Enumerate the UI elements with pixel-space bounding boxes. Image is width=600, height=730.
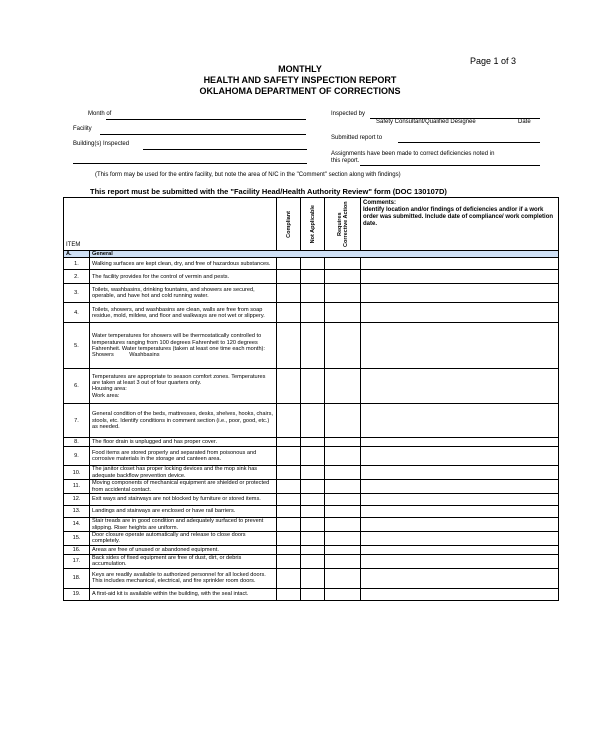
table-row bbox=[64, 258, 559, 270]
compliant-cell[interactable] bbox=[277, 303, 301, 323]
comments-cell[interactable] bbox=[361, 518, 559, 532]
row-item-text bbox=[90, 466, 277, 480]
comments-cell[interactable] bbox=[361, 480, 559, 494]
comments-cell[interactable] bbox=[361, 323, 559, 369]
table-row bbox=[64, 518, 559, 532]
na-header-text: Not Applicable bbox=[309, 204, 316, 244]
row-number: 3. bbox=[64, 284, 90, 303]
compliant-cell[interactable] bbox=[277, 532, 301, 546]
row-number: 12. bbox=[64, 494, 90, 506]
comments-cell[interactable] bbox=[361, 258, 559, 270]
title-line-2: HEALTH AND SAFETY INSPECTION REPORT bbox=[203, 75, 397, 85]
submission-notice: This report must be submitted with the "Facility Head/Health Authority Review" form (DOC 130107D) bbox=[90, 187, 447, 196]
compliant-cell[interactable] bbox=[277, 480, 301, 494]
comments-cell[interactable] bbox=[361, 532, 559, 546]
row-number: 6. bbox=[64, 369, 90, 404]
row-number: 16. bbox=[64, 545, 90, 554]
page-number: Page 1 of 3 bbox=[470, 56, 517, 66]
submitted-line[interactable] bbox=[398, 142, 540, 143]
table-row bbox=[64, 494, 559, 506]
requires-action-cell[interactable] bbox=[325, 588, 361, 600]
na-cell[interactable] bbox=[301, 404, 325, 438]
row-item-description: The facility provides for the control of vermin and pests. bbox=[92, 273, 230, 280]
requires-action-cell[interactable] bbox=[325, 323, 361, 369]
row-item-description: General condition of the beds, mattresses, desks, shelves, hooks, chairs, stools, etc. Identify conditions in comment section (i.e., poor, good, etc.) as needed. bbox=[92, 411, 273, 431]
requires-header-text: Requires Corrective Action bbox=[336, 201, 349, 247]
row-item-description: The janitor closet has proper locking devices and the mop sink has adequate backflow prevention device. bbox=[92, 466, 258, 479]
row-number: 13. bbox=[64, 506, 90, 518]
row-item-text bbox=[90, 518, 277, 532]
row-item-description: Water temperatures for showers will be thermostatically controlled to temperatures ranging from 100 degrees Fahrenheit to 120 degrees Fahrenheit. Water temperatures (taken at least one time each month): bbox=[92, 333, 265, 352]
facility-line[interactable] bbox=[100, 134, 306, 135]
table-row bbox=[64, 438, 559, 447]
row-item-text bbox=[90, 554, 277, 568]
requires-action-cell[interactable] bbox=[325, 545, 361, 554]
buildings-line-2[interactable] bbox=[73, 163, 307, 164]
inspection-table bbox=[63, 197, 559, 601]
row-number: 17. bbox=[64, 554, 90, 568]
na-cell[interactable] bbox=[301, 506, 325, 518]
title-line-1: MONTHLY bbox=[278, 64, 322, 74]
requires-action-cell[interactable] bbox=[325, 369, 361, 404]
row-item-text bbox=[90, 404, 277, 438]
na-header bbox=[301, 198, 325, 251]
requires-action-cell[interactable] bbox=[325, 438, 361, 447]
requires-action-cell[interactable] bbox=[325, 284, 361, 303]
row-item-text bbox=[90, 270, 277, 284]
comments-cell[interactable] bbox=[361, 506, 559, 518]
na-cell[interactable] bbox=[301, 369, 325, 404]
table-row bbox=[64, 588, 559, 600]
row-item-extra-2: Work area: bbox=[92, 392, 120, 399]
table-row bbox=[64, 506, 559, 518]
comments-cell[interactable] bbox=[361, 438, 559, 447]
compliant-cell[interactable] bbox=[277, 323, 301, 369]
row-item-text bbox=[90, 284, 277, 303]
table-row bbox=[64, 369, 559, 404]
compliant-cell[interactable] bbox=[277, 466, 301, 480]
row-number: 15. bbox=[64, 532, 90, 546]
na-cell[interactable] bbox=[301, 270, 325, 284]
row-item-description: Toilets, showers, and washbasins are clean, walls are free from soap residue, mold, mildew, and floor and walkways are not wet or slippery. bbox=[92, 306, 265, 319]
table-row bbox=[64, 532, 559, 546]
table-row bbox=[64, 447, 559, 466]
comments-cell[interactable] bbox=[361, 568, 559, 588]
comments-title: Comments: bbox=[363, 200, 397, 206]
compliant-header-text: Compliant bbox=[285, 210, 292, 238]
row-item-description: Areas are free of unused or abandoned equipment. bbox=[92, 546, 219, 553]
date-label: Date bbox=[518, 119, 531, 125]
facility-label: Facility bbox=[73, 126, 92, 132]
row-item-description: A first-aid kit is available within the building, with the seal intact. bbox=[92, 590, 249, 597]
compliant-cell[interactable] bbox=[277, 568, 301, 588]
comments-cell[interactable] bbox=[361, 545, 559, 554]
item-header: ITEM bbox=[64, 198, 277, 251]
row-item-description: Exit ways and stairways are not blocked by furniture or stored items. bbox=[92, 496, 261, 503]
compliant-cell[interactable] bbox=[277, 438, 301, 447]
na-cell[interactable] bbox=[301, 554, 325, 568]
requires-action-cell[interactable] bbox=[325, 494, 361, 506]
comments-cell[interactable] bbox=[361, 303, 559, 323]
row-item-text bbox=[90, 438, 277, 447]
compliant-cell[interactable] bbox=[277, 270, 301, 284]
section-name: General bbox=[90, 251, 559, 258]
na-cell[interactable] bbox=[301, 588, 325, 600]
row-item-extra: Housing area: bbox=[92, 386, 127, 393]
usage-note: (This form may be used for the entire facility, but note the area of N/C in the "Comment" section along with findings) bbox=[95, 172, 401, 178]
comments-cell[interactable] bbox=[361, 588, 559, 600]
requires-action-cell[interactable] bbox=[325, 258, 361, 270]
row-number: 1. bbox=[64, 258, 90, 270]
table-row bbox=[64, 284, 559, 303]
requires-action-cell[interactable] bbox=[325, 447, 361, 466]
na-cell[interactable] bbox=[301, 303, 325, 323]
na-cell[interactable] bbox=[301, 568, 325, 588]
table-row bbox=[64, 323, 559, 369]
row-item-text bbox=[90, 369, 277, 404]
compliant-cell[interactable] bbox=[277, 494, 301, 506]
row-number: 11. bbox=[64, 480, 90, 494]
row-number: 14. bbox=[64, 518, 90, 532]
row-item-text bbox=[90, 506, 277, 518]
comments-cell[interactable] bbox=[361, 494, 559, 506]
row-item-description: Moving components of mechanical equipment are shielded or protected from accidental contact. bbox=[92, 480, 270, 493]
requires-header bbox=[325, 198, 361, 251]
row-number: 5. bbox=[64, 323, 90, 369]
buildings-label: Building(s) Inspected bbox=[73, 141, 130, 147]
row-item-description: Back sides of fixed equipment are free of dust, dirt, or debris accumulation. bbox=[92, 554, 242, 568]
table-row bbox=[64, 466, 559, 480]
row-item-text bbox=[90, 258, 277, 270]
na-cell[interactable] bbox=[301, 284, 325, 303]
requires-action-cell[interactable] bbox=[325, 404, 361, 438]
compliant-cell[interactable] bbox=[277, 588, 301, 600]
section-letter: A. bbox=[64, 251, 90, 258]
requires-action-cell[interactable] bbox=[325, 532, 361, 546]
requires-action-cell[interactable] bbox=[325, 506, 361, 518]
row-number: 10. bbox=[64, 466, 90, 480]
row-item-text bbox=[90, 480, 277, 494]
row-item-description: The floor drain is unplugged and has proper cover. bbox=[92, 439, 218, 446]
row-item-extra: Showers Washbasins bbox=[92, 352, 160, 359]
row-item-description: Door closure operate automatically and release to close doors completely. bbox=[92, 532, 246, 545]
na-cell[interactable] bbox=[301, 466, 325, 480]
na-cell[interactable] bbox=[301, 323, 325, 369]
comments-cell[interactable] bbox=[361, 404, 559, 438]
row-item-text bbox=[90, 588, 277, 600]
row-number: 8. bbox=[64, 438, 90, 447]
table-row bbox=[64, 554, 559, 568]
row-item-text bbox=[90, 447, 277, 466]
requires-action-cell[interactable] bbox=[325, 480, 361, 494]
inspected-by-label: Inspected by bbox=[331, 111, 366, 117]
na-cell[interactable] bbox=[301, 545, 325, 554]
na-cell[interactable] bbox=[301, 518, 325, 532]
na-cell[interactable] bbox=[301, 480, 325, 494]
row-item-description: Food items are stored properly and separated from poisonous and corrosive materials in the storage and canteen area. bbox=[92, 450, 257, 463]
table-row bbox=[64, 480, 559, 494]
row-item-text bbox=[90, 568, 277, 588]
requires-action-cell[interactable] bbox=[325, 466, 361, 480]
row-item-text bbox=[90, 545, 277, 554]
na-cell[interactable] bbox=[301, 438, 325, 447]
row-number: 7. bbox=[64, 404, 90, 438]
row-item-text bbox=[90, 303, 277, 323]
table-row bbox=[64, 545, 559, 554]
table-header bbox=[64, 198, 559, 251]
comments-cell[interactable] bbox=[361, 270, 559, 284]
section-row bbox=[64, 251, 559, 258]
compliant-cell[interactable] bbox=[277, 404, 301, 438]
comments-cell[interactable] bbox=[361, 466, 559, 480]
na-cell[interactable] bbox=[301, 258, 325, 270]
comments-instructions: Identify location and/or findings of deficiencies and/or if a work order was submitted. Include date of compliance/ work completion date. bbox=[363, 207, 554, 227]
na-cell[interactable] bbox=[301, 532, 325, 546]
requires-action-cell[interactable] bbox=[325, 554, 361, 568]
compliant-cell[interactable] bbox=[277, 545, 301, 554]
compliant-cell[interactable] bbox=[277, 369, 301, 404]
table-row bbox=[64, 303, 559, 323]
row-item-text bbox=[90, 323, 277, 369]
row-item-description: Keys are readily available to authorized personnel for all locked doors. This includes mechanical, electrical, and fire sprinkler room doors. bbox=[92, 571, 266, 585]
na-cell[interactable] bbox=[301, 494, 325, 506]
row-number: 4. bbox=[64, 303, 90, 323]
submitted-label: Submitted report to bbox=[331, 135, 383, 141]
row-item-description: Temperatures are appropriate to season comfort zones. Temperatures are taken at least 3 out of four quarters only. bbox=[92, 373, 266, 386]
table-body bbox=[64, 258, 559, 600]
na-cell[interactable] bbox=[301, 447, 325, 466]
requires-action-cell[interactable] bbox=[325, 568, 361, 588]
row-item-text bbox=[90, 494, 277, 506]
assignments-label-1: Assignments have been made to correct deficiencies noted in bbox=[331, 151, 495, 157]
compliant-header bbox=[277, 198, 301, 251]
table-row bbox=[64, 568, 559, 588]
compliant-cell[interactable] bbox=[277, 506, 301, 518]
comments-header bbox=[361, 198, 559, 251]
row-item-description: Stair treads are in good condition and adequately surfaced to prevent slipping. Riser heights are uniform. bbox=[92, 518, 264, 531]
buildings-line[interactable] bbox=[143, 149, 307, 150]
table-row bbox=[64, 270, 559, 284]
comments-cell[interactable] bbox=[361, 369, 559, 404]
requires-action-cell[interactable] bbox=[325, 270, 361, 284]
compliant-cell[interactable] bbox=[277, 518, 301, 532]
row-number: 19. bbox=[64, 588, 90, 600]
month-line[interactable] bbox=[106, 119, 306, 120]
compliant-cell[interactable] bbox=[277, 258, 301, 270]
assignments-line[interactable] bbox=[360, 165, 540, 166]
comments-cell[interactable] bbox=[361, 554, 559, 568]
row-number: 18. bbox=[64, 568, 90, 588]
row-item-description: Walking surfaces are kept clean, dry, and free of hazardous substances. bbox=[92, 260, 271, 267]
compliant-cell[interactable] bbox=[277, 447, 301, 466]
requires-action-cell[interactable] bbox=[325, 518, 361, 532]
comments-cell[interactable] bbox=[361, 284, 559, 303]
table-row bbox=[64, 404, 559, 438]
consultant-label: Safety Consultant/Qualified Designee bbox=[376, 119, 476, 125]
row-number: 9. bbox=[64, 447, 90, 466]
compliant-cell[interactable] bbox=[277, 284, 301, 303]
comments-cell[interactable] bbox=[361, 447, 559, 466]
compliant-cell[interactable] bbox=[277, 554, 301, 568]
month-label: Month of bbox=[88, 111, 112, 117]
row-item-description: Toilets, washbasins, drinking fountains, and showers are secured, operable, and have hot and cold running water. bbox=[92, 287, 255, 300]
row-item-description: Landings and stairways are enclosed or have rail barriers. bbox=[92, 508, 236, 515]
title-line-3: OKLAHOMA DEPARTMENT OF CORRECTIONS bbox=[199, 86, 401, 96]
requires-action-cell[interactable] bbox=[325, 303, 361, 323]
row-item-text bbox=[90, 532, 277, 546]
row-number: 2. bbox=[64, 270, 90, 284]
assignments-label-2: this report. bbox=[331, 158, 360, 164]
report-title bbox=[0, 64, 600, 97]
